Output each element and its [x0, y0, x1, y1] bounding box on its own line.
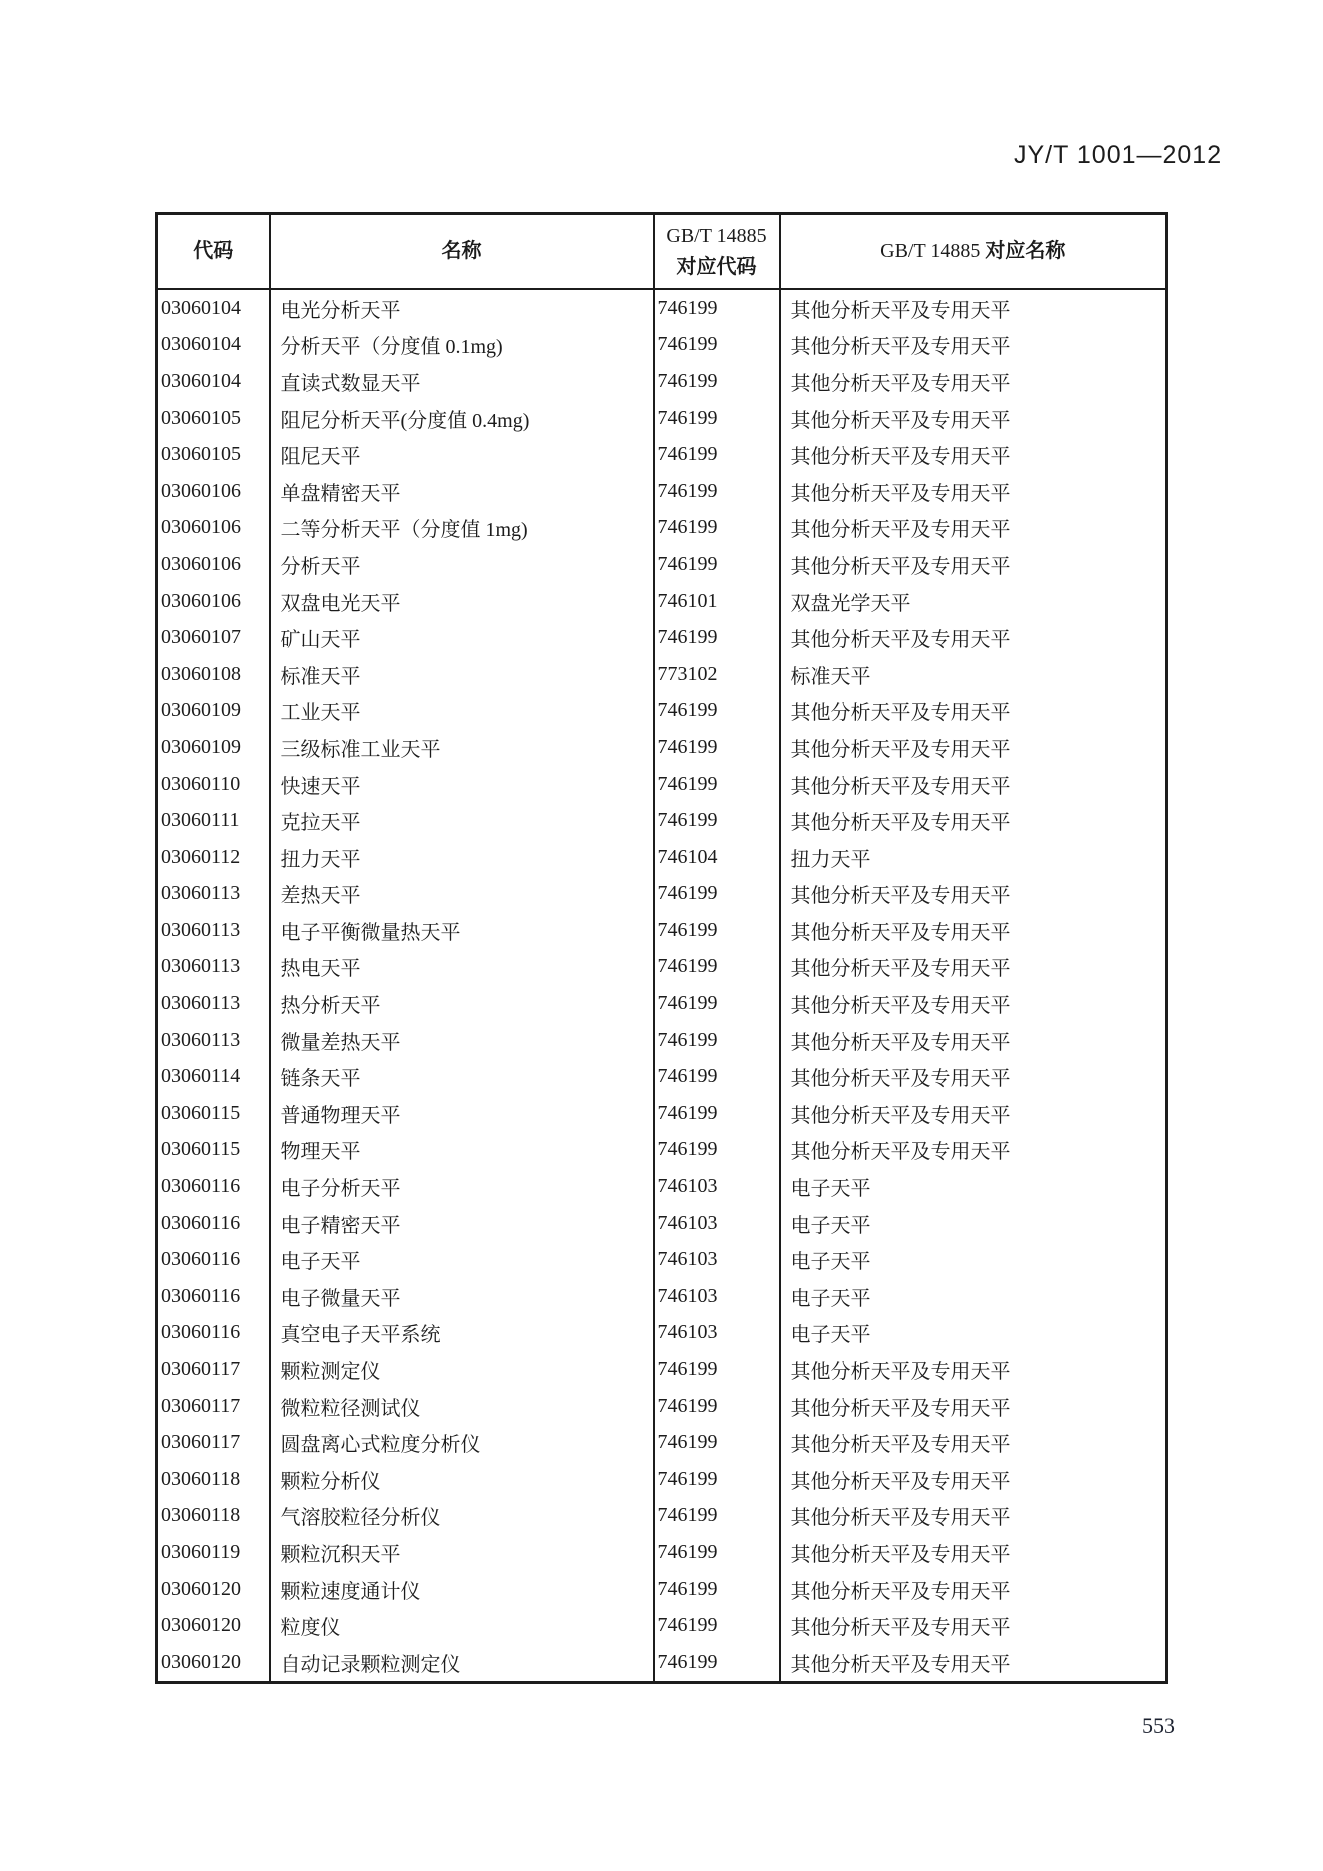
- gbt-name-cell: 其他分析天平及专用天平: [780, 400, 1167, 437]
- gbt-code-cell: 773102: [654, 656, 780, 693]
- name-cell: 双盘电光天平: [270, 583, 654, 620]
- name-cell: 圆盘离心式粒度分析仪: [270, 1424, 654, 1461]
- gbt-code-cell: 746199: [654, 1388, 780, 1425]
- header-gbt-name-prefix: GB/T 14885: [880, 240, 981, 262]
- code-cell: 03060108: [161, 662, 241, 685]
- name-cell: 颗粒测定仪: [270, 1351, 654, 1388]
- gbt-name-cell: 电子天平: [780, 1241, 1167, 1278]
- name-cell: 二等分析天平（分度值 1mg): [270, 510, 654, 547]
- code-cell: 03060111: [161, 809, 240, 832]
- gbt-code-cell: 746199: [654, 949, 780, 986]
- name-cell: 直读式数显天平: [270, 363, 654, 400]
- gbt-code-cell: 746103: [654, 1168, 780, 1205]
- table-row: [157, 1205, 1167, 1242]
- table-row: [157, 876, 1167, 913]
- code-cell: 03060105: [161, 443, 241, 466]
- table-row: [157, 473, 1167, 510]
- gbt-name-cell: 其他分析天平及专用天平: [780, 1498, 1167, 1535]
- table-row: [157, 1424, 1167, 1461]
- gbt-name-cell: 电子天平: [780, 1168, 1167, 1205]
- gbt-code-cell: 746103: [654, 1315, 780, 1352]
- name-cell: 颗粒沉积天平: [270, 1534, 654, 1571]
- gbt-code-cell: 746199: [654, 766, 780, 803]
- table-row: [157, 1168, 1167, 1205]
- standard-number-header: JY/T 1001—2012: [1014, 141, 1223, 169]
- table-row: [157, 1571, 1167, 1608]
- table-row: [157, 436, 1167, 473]
- code-cell: 03060104: [161, 296, 241, 319]
- gbt-code-cell: 746199: [654, 1424, 780, 1461]
- table-row: [157, 583, 1167, 620]
- header-name: [270, 214, 654, 290]
- table-row: [157, 363, 1167, 400]
- table-row: [157, 656, 1167, 693]
- code-cell: 03060118: [161, 1504, 241, 1527]
- header-row: [157, 214, 1167, 290]
- gbt-name-cell: 其他分析天平及专用天平: [780, 949, 1167, 986]
- table-row: [157, 510, 1167, 547]
- name-cell: 链条天平: [270, 1058, 654, 1095]
- table-row: [157, 985, 1167, 1022]
- name-cell: 颗粒分析仪: [270, 1461, 654, 1498]
- table-header: [157, 214, 1167, 290]
- gbt-code-cell: 746199: [654, 729, 780, 766]
- gbt-code-cell: 746101: [654, 583, 780, 620]
- table-row: [157, 400, 1167, 437]
- gbt-name-cell: 其他分析天平及专用天平: [780, 1607, 1167, 1644]
- code-mapping-table: [155, 212, 1168, 1684]
- name-cell: 热电天平: [270, 949, 654, 986]
- table-row: [157, 949, 1167, 986]
- name-cell: 电子天平: [270, 1241, 654, 1278]
- gbt-code-cell: 746199: [654, 510, 780, 547]
- code-cell: 03060104: [161, 333, 241, 356]
- table-row: [157, 912, 1167, 949]
- gbt-code-cell: 746199: [654, 876, 780, 913]
- table-row: [157, 1644, 1167, 1682]
- code-cell: 03060109: [161, 699, 241, 722]
- gbt-name-cell: 标准天平: [780, 656, 1167, 693]
- table-row: [157, 1498, 1167, 1535]
- gbt-name-cell: 其他分析天平及专用天平: [780, 802, 1167, 839]
- code-cell: 03060120: [161, 1650, 241, 1673]
- table-row: [157, 1534, 1167, 1571]
- header-gbt-code-line2: 对应代码: [676, 255, 757, 278]
- gbt-name-cell: 其他分析天平及专用天平: [780, 436, 1167, 473]
- gbt-name-cell: 其他分析天平及专用天平: [780, 1095, 1167, 1132]
- code-cell: 03060106: [161, 589, 241, 612]
- name-cell: 微量差热天平: [270, 1022, 654, 1059]
- name-cell: 粒度仪: [270, 1607, 654, 1644]
- name-cell: 电子分析天平: [270, 1168, 654, 1205]
- code-cell: 03060112: [161, 845, 241, 868]
- gbt-name-cell: 其他分析天平及专用天平: [780, 327, 1167, 364]
- gbt-code-cell: 746199: [654, 1571, 780, 1608]
- page-number: 553: [1142, 1713, 1175, 1738]
- gbt-name-cell: 其他分析天平及专用天平: [780, 1022, 1167, 1059]
- name-cell: 阻尼天平: [270, 436, 654, 473]
- gbt-name-cell: 电子天平: [780, 1278, 1167, 1315]
- gbt-name-cell: 其他分析天平及专用天平: [780, 473, 1167, 510]
- table-row: [157, 1132, 1167, 1169]
- gbt-name-cell: 其他分析天平及专用天平: [780, 1461, 1167, 1498]
- gbt-code-cell: 746199: [654, 1644, 780, 1682]
- gbt-code-cell: 746199: [654, 1022, 780, 1059]
- header-name-label: 名称: [441, 240, 482, 262]
- code-cell: 03060116: [161, 1248, 241, 1271]
- table-row: [157, 327, 1167, 364]
- gbt-code-cell: 746199: [654, 802, 780, 839]
- code-cell: 03060117: [161, 1358, 241, 1381]
- code-cell: 03060105: [161, 406, 241, 429]
- name-cell: 电子微量天平: [270, 1278, 654, 1315]
- gbt-code-cell: 746199: [654, 693, 780, 730]
- table-row: [157, 1058, 1167, 1095]
- gbt-code-cell: 746103: [654, 1241, 780, 1278]
- table-row: [157, 1278, 1167, 1315]
- code-cell: 03060117: [161, 1431, 241, 1454]
- gbt-name-cell: 其他分析天平及专用天平: [780, 1388, 1167, 1425]
- gbt-code-cell: 746104: [654, 839, 780, 876]
- name-cell: 标准天平: [270, 656, 654, 693]
- gbt-code-cell: 746199: [654, 473, 780, 510]
- code-cell: 03060110: [161, 772, 241, 795]
- code-cell: 03060119: [161, 1540, 241, 1563]
- gbt-name-cell: 其他分析天平及专用天平: [780, 985, 1167, 1022]
- gbt-code-cell: 746199: [654, 436, 780, 473]
- gbt-code-cell: 746199: [654, 1095, 780, 1132]
- gbt-name-cell: 其他分析天平及专用天平: [780, 289, 1167, 327]
- code-cell: 03060113: [161, 992, 241, 1015]
- name-cell: 阻尼分析天平(分度值 0.4mg): [270, 400, 654, 437]
- code-cell: 03060116: [161, 1321, 241, 1344]
- gbt-name-cell: 其他分析天平及专用天平: [780, 876, 1167, 913]
- gbt-code-cell: 746199: [654, 985, 780, 1022]
- gbt-name-cell: 其他分析天平及专用天平: [780, 510, 1167, 547]
- gbt-code-cell: 746199: [654, 400, 780, 437]
- gbt-code-cell: 746199: [654, 1058, 780, 1095]
- gbt-name-cell: 其他分析天平及专用天平: [780, 766, 1167, 803]
- name-cell: 热分析天平: [270, 985, 654, 1022]
- name-cell: 差热天平: [270, 876, 654, 913]
- gbt-name-cell: 其他分析天平及专用天平: [780, 1571, 1167, 1608]
- header-code: [157, 214, 270, 290]
- name-cell: 克拉天平: [270, 802, 654, 839]
- code-cell: 03060115: [161, 1138, 241, 1161]
- code-cell: 03060117: [161, 1394, 241, 1417]
- name-cell: 普通物理天平: [270, 1095, 654, 1132]
- code-cell: 03060116: [161, 1211, 241, 1234]
- table-row: [157, 1461, 1167, 1498]
- gbt-code-cell: 746199: [654, 912, 780, 949]
- header-gbt-name: [780, 214, 1167, 290]
- name-cell: 真空电子天平系统: [270, 1315, 654, 1352]
- code-cell: 03060109: [161, 735, 241, 758]
- gbt-name-cell: 其他分析天平及专用天平: [780, 1534, 1167, 1571]
- code-cell: 03060116: [161, 1175, 241, 1198]
- name-cell: 快速天平: [270, 766, 654, 803]
- gbt-code-cell: 746199: [654, 289, 780, 327]
- gbt-code-cell: 746199: [654, 1534, 780, 1571]
- code-cell: 03060106: [161, 552, 241, 575]
- code-cell: 03060120: [161, 1577, 241, 1600]
- gbt-code-cell: 746199: [654, 619, 780, 656]
- gbt-code-cell: 746199: [654, 1461, 780, 1498]
- code-cell: 03060114: [161, 1065, 241, 1088]
- name-cell: 分析天平: [270, 546, 654, 583]
- code-cell: 03060113: [161, 955, 241, 978]
- table-row: [157, 619, 1167, 656]
- gbt-code-cell: 746199: [654, 363, 780, 400]
- gbt-name-cell: 其他分析天平及专用天平: [780, 1132, 1167, 1169]
- table-row: [157, 1315, 1167, 1352]
- table-body: [157, 289, 1167, 1682]
- gbt-name-cell: 其他分析天平及专用天平: [780, 1351, 1167, 1388]
- table-row: [157, 766, 1167, 803]
- header-gbt-code: [654, 214, 780, 290]
- gbt-code-cell: 746103: [654, 1278, 780, 1315]
- name-cell: 电子精密天平: [270, 1205, 654, 1242]
- header-code-label: 代码: [193, 240, 234, 262]
- table-row: [157, 839, 1167, 876]
- table-row: [157, 802, 1167, 839]
- table-row: [157, 289, 1167, 327]
- code-cell: 03060106: [161, 479, 241, 502]
- code-cell: 03060113: [161, 918, 241, 941]
- name-cell: 自动记录颗粒测定仪: [270, 1644, 654, 1682]
- header-gbt-name-suffix: 对应名称: [985, 240, 1066, 262]
- table-row: [157, 546, 1167, 583]
- code-cell: 03060118: [161, 1467, 241, 1490]
- code-cell: 03060113: [161, 882, 241, 905]
- gbt-name-cell: 其他分析天平及专用天平: [780, 363, 1167, 400]
- table-row: [157, 1607, 1167, 1644]
- table-row: [157, 1022, 1167, 1059]
- name-cell: 微粒粒径测试仪: [270, 1388, 654, 1425]
- name-cell: 矿山天平: [270, 619, 654, 656]
- table-row: [157, 1095, 1167, 1132]
- code-cell: 03060116: [161, 1284, 241, 1307]
- gbt-code-cell: 746199: [654, 1132, 780, 1169]
- gbt-name-cell: 其他分析天平及专用天平: [780, 729, 1167, 766]
- gbt-name-cell: 其他分析天平及专用天平: [780, 693, 1167, 730]
- table-row: [157, 1388, 1167, 1425]
- gbt-name-cell: 电子天平: [780, 1205, 1167, 1242]
- table-row: [157, 693, 1167, 730]
- name-cell: 单盘精密天平: [270, 473, 654, 510]
- gbt-name-cell: 扭力天平: [780, 839, 1167, 876]
- code-cell: 03060107: [161, 626, 241, 649]
- gbt-code-cell: 746199: [654, 546, 780, 583]
- code-cell: 03060104: [161, 369, 241, 392]
- gbt-name-cell: 电子天平: [780, 1315, 1167, 1352]
- name-cell: 三级标准工业天平: [270, 729, 654, 766]
- code-cell: 03060115: [161, 1101, 241, 1124]
- code-cell: 03060106: [161, 516, 241, 539]
- name-cell: 分析天平（分度值 0.1mg): [270, 327, 654, 364]
- table-row: [157, 1351, 1167, 1388]
- header-gbt-code-line1: GB/T 14885: [666, 224, 767, 247]
- name-cell: 电光分析天平: [270, 289, 654, 327]
- table-row: [157, 729, 1167, 766]
- gbt-code-cell: 746199: [654, 327, 780, 364]
- name-cell: 扭力天平: [270, 839, 654, 876]
- gbt-name-cell: 其他分析天平及专用天平: [780, 546, 1167, 583]
- name-cell: 物理天平: [270, 1132, 654, 1169]
- name-cell: 电子平衡微量热天平: [270, 912, 654, 949]
- code-cell: 03060113: [161, 1028, 241, 1051]
- name-cell: 工业天平: [270, 693, 654, 730]
- gbt-code-cell: 746103: [654, 1205, 780, 1242]
- table-row: [157, 1241, 1167, 1278]
- gbt-code-cell: 746199: [654, 1607, 780, 1644]
- gbt-name-cell: 其他分析天平及专用天平: [780, 619, 1167, 656]
- gbt-name-cell: 其他分析天平及专用天平: [780, 912, 1167, 949]
- gbt-name-cell: 其他分析天平及专用天平: [780, 1644, 1167, 1682]
- code-cell: 03060120: [161, 1614, 241, 1637]
- gbt-name-cell: 其他分析天平及专用天平: [780, 1424, 1167, 1461]
- name-cell: 颗粒速度通计仪: [270, 1571, 654, 1608]
- gbt-code-cell: 746199: [654, 1351, 780, 1388]
- gbt-name-cell: 双盘光学天平: [780, 583, 1167, 620]
- name-cell: 气溶胶粒径分析仪: [270, 1498, 654, 1535]
- gbt-name-cell: 其他分析天平及专用天平: [780, 1058, 1167, 1095]
- gbt-code-cell: 746199: [654, 1498, 780, 1535]
